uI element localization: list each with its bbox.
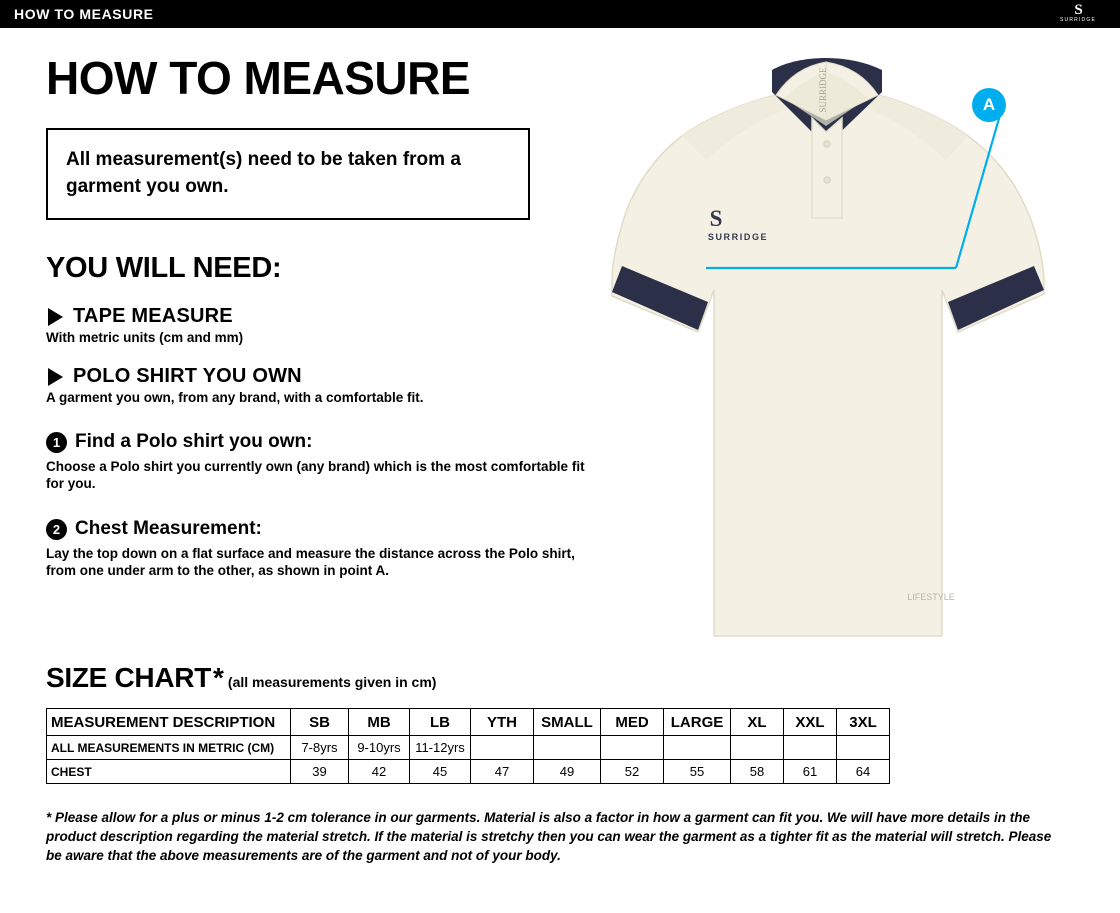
cell: 42 <box>349 760 410 784</box>
triangle-bullet-icon <box>48 368 63 386</box>
cell <box>731 736 784 760</box>
step-body: Lay the top down on a flat surface and measure the distance across the Polo shirt, from one under arm to the other, as shown in point A. <box>46 546 575 578</box>
column-header-yth: YTH <box>471 709 534 736</box>
need-item-polo-shirt <box>46 365 586 405</box>
cell: 55 <box>664 760 731 784</box>
size-chart-title: SIZE CHART <box>46 662 212 693</box>
column-header-sb: SB <box>291 709 349 736</box>
column-header-mb: MB <box>349 709 410 736</box>
cell: 49 <box>534 760 601 784</box>
svg-text:SURRIDGE: SURRIDGE <box>707 232 769 242</box>
cell <box>837 736 890 760</box>
column-header-med: MED <box>601 709 664 736</box>
cell <box>664 736 731 760</box>
svg-text:SURRIDGE: SURRIDGE <box>818 67 828 113</box>
column-header-xl: XL <box>731 709 784 736</box>
table-row <box>47 736 890 760</box>
cell: 9-10yrs <box>349 736 410 760</box>
need-subtitle: A garment you own, from any brand, with a comfortable fit. <box>46 390 424 405</box>
step-number-badge: 1 <box>46 432 67 453</box>
svg-text:LIFESTYLE: LIFESTYLE <box>907 592 955 602</box>
column-header-small: SMALL <box>534 709 601 736</box>
page-title: HOW TO MEASURE <box>46 52 471 104</box>
row-label: CHEST <box>47 760 291 784</box>
polo-shirt-figure <box>586 40 1106 660</box>
cell <box>784 736 837 760</box>
step-1 <box>46 431 586 492</box>
logo-mark: S <box>1074 2 1082 18</box>
callout-marker-a: A <box>972 88 1006 122</box>
step-title: Find a Polo shirt you own: <box>75 431 313 452</box>
table-header-row <box>47 709 890 736</box>
step-title: Chest Measurement: <box>75 518 262 539</box>
garment-illustration <box>586 40 1106 660</box>
cell <box>534 736 601 760</box>
column-header-large: LARGE <box>664 709 731 736</box>
cell: 47 <box>471 760 534 784</box>
cell: 7-8yrs <box>291 736 349 760</box>
cell: 39 <box>291 760 349 784</box>
step-body: Choose a Polo shirt you currently own (any brand) which is the most comfortable fit for you. <box>46 459 585 491</box>
callout-box <box>46 128 530 220</box>
logo-wordmark: SURRIDGE <box>1060 17 1096 23</box>
need-title: TAPE MEASURE <box>73 305 233 327</box>
cell: 45 <box>410 760 471 784</box>
footnote-text: * Please allow for a plus or minus 1-2 cm tolerance in our garments. Material is also a factor in how a garment can fit you. We will have more details in the product description regarding the material stretch. If the material is stretchy then you can wear the garment as a tighter fit as the material will stretch. Please be aware that the above measurements are of the garment and not of your body. <box>46 810 1052 863</box>
step-number-badge: 2 <box>46 519 67 540</box>
column-header-description: MEASUREMENT DESCRIPTION <box>47 709 291 736</box>
need-item-tape-measure <box>46 305 586 345</box>
column-header-lb: LB <box>410 709 471 736</box>
cell: 61 <box>784 760 837 784</box>
size-chart-section <box>46 662 1076 784</box>
cell <box>601 736 664 760</box>
callout-text: All measurement(s) need to be taken from a garment you own. <box>66 149 461 197</box>
step-2 <box>46 518 586 579</box>
table-row <box>47 760 890 784</box>
size-chart-note: (all measurements given in cm) <box>227 674 437 690</box>
row-label: ALL MEASUREMENTS IN METRIC (CM) <box>47 736 291 760</box>
svg-text:S: S <box>709 206 723 231</box>
size-chart-asterisk: * <box>213 662 224 693</box>
cell: 64 <box>837 760 890 784</box>
cell <box>471 736 534 760</box>
cell: 11-12yrs <box>410 736 471 760</box>
instructions-column <box>46 52 586 579</box>
surridge-logo <box>1046 1 1110 27</box>
column-header-3xl: 3XL <box>837 709 890 736</box>
column-header-xxl: XXL <box>784 709 837 736</box>
top-bar <box>0 0 1120 28</box>
top-bar-title: HOW TO MEASURE <box>14 6 154 22</box>
you-will-need-heading: YOU WILL NEED: <box>46 252 282 284</box>
need-subtitle: With metric units (cm and mm) <box>46 330 244 345</box>
triangle-bullet-icon <box>48 308 63 326</box>
size-chart-table <box>46 708 890 784</box>
need-title: POLO SHIRT YOU OWN <box>73 365 302 387</box>
cell: 58 <box>731 760 784 784</box>
cell: 52 <box>601 760 664 784</box>
